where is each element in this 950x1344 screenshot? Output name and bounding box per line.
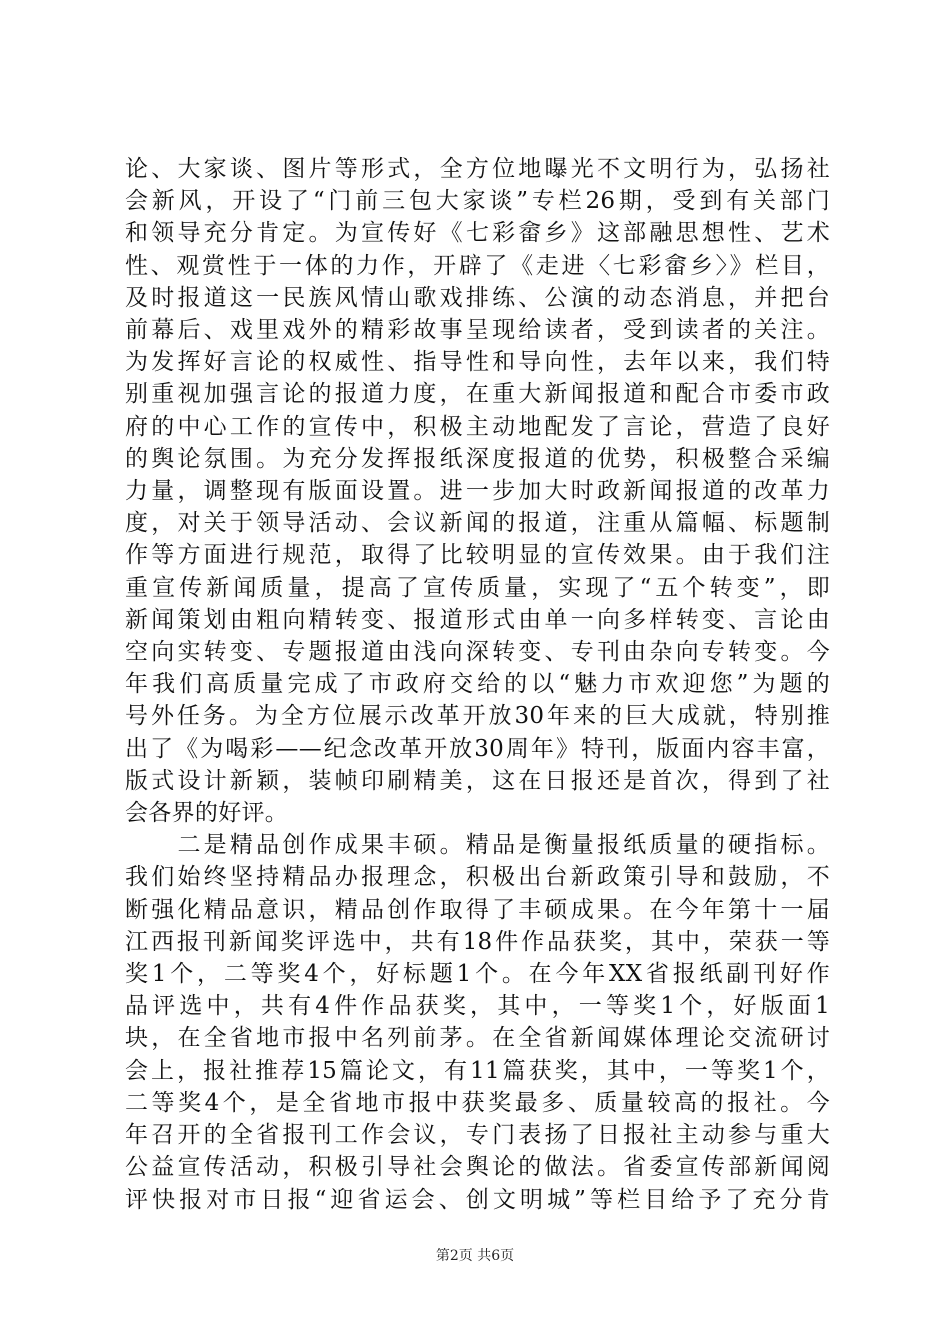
text-line: 我们始终坚持精品办报理念，积极出台新政策引导和鼓励，不	[125, 864, 830, 891]
text-line: 及时报道这一民族风情山歌戏排练、公演的动态消息，并把台	[125, 284, 830, 311]
text-line: 空向实转变、专题报道由浅向深转变、专刊由杂向专转变。今	[125, 639, 830, 666]
text-line: 版式设计新颖，装帧印刷精美，这在日报还是首次，得到了社	[125, 767, 830, 794]
text-line: 府的中心工作的宣传中，积极主动地配发了言论，营造了良好	[125, 413, 830, 440]
text-line: 号外任务。为全方位展示改革开放30年来的巨大成就，特别推	[125, 703, 830, 730]
text-line: 作等方面进行规范，取得了比较明显的宣传效果。由于我们注	[125, 542, 830, 569]
text-line: 新闻策划由粗向精转变、报道形式由单一向多样转变、言论由	[125, 606, 830, 633]
text-line: 出了《为喝彩——纪念改革开放30周年》特刊，版面内容丰富，	[125, 735, 830, 762]
text-line: 块，在全省地市报中名列前茅。在全省新闻媒体理论交流研讨	[125, 1025, 830, 1052]
text-line: 评快报对市日报“迎省运会、创文明城”等栏目给予了充分肯	[125, 1186, 830, 1213]
text-line: 年我们高质量完成了市政府交给的以“魅力市欢迎您”为题的	[125, 671, 830, 698]
text-line: 和领导充分肯定。为宣传好《七彩畲乡》这部融思想性、艺术	[125, 220, 830, 247]
text-line: 年召开的全省报刊工作会议，专门表扬了日报社主动参与重大	[125, 1122, 830, 1149]
text-line: 会上，报社推荐15篇论文，有11篇获奖，其中，一等奖1个，	[125, 1057, 830, 1084]
text-line: 江西报刊新闻奖评选中，共有18件作品获奖，其中，荣获一等	[125, 928, 830, 955]
text-line: 性、观赏性于一体的力作，开辟了《走进〈七彩畲乡〉》栏目，	[125, 252, 830, 279]
body-text	[125, 153, 830, 1216]
text-line: 力量，调整现有版面设置。进一步加大时政新闻报道的改革力	[125, 478, 830, 505]
text-line: 二等奖4个，是全省地市报中获奖最多、质量较高的报社。今	[125, 1089, 830, 1116]
text-line: 重宣传新闻质量，提高了宣传质量，实现了“五个转变”，即	[125, 574, 830, 601]
page-number-footer: 第2页 共6页	[435, 1248, 515, 1264]
text-line: 别重视加强言论的报道力度，在重大新闻报道和配合市委市政	[125, 381, 830, 408]
text-line: 会各界的好评。	[125, 800, 289, 827]
text-line: 的舆论氛围。为充分发挥报纸深度报道的优势，积极整合采编	[125, 445, 830, 472]
text-line: 前幕后、戏里戏外的精彩故事呈现给读者，受到读者的关注。	[125, 317, 830, 344]
text-line: 会新风，开设了“门前三包大家谈”专栏26期，受到有关部门	[125, 188, 830, 215]
text-line: 公益宣传活动，积极引导社会舆论的做法。省委宣传部新闻阅	[125, 1154, 830, 1181]
text-line: 奖1个，二等奖4个，好标题1个。在今年XX省报纸副刊好作	[125, 961, 830, 988]
text-line: 论、大家谈、图片等形式，全方位地曝光不文明行为，弘扬社	[125, 156, 830, 182]
text-line: 品评选中，共有4件作品获奖，其中，一等奖1个，好版面1	[125, 993, 830, 1020]
text-line: 度，对关于领导活动、会议新闻的报道，注重从篇幅、标题制	[125, 510, 830, 537]
text-line: 为发挥好言论的权威性、指导性和导向性，去年以来，我们特	[125, 349, 830, 376]
text-line: 断强化精品意识，精品创作取得了丰硕成果。在今年第十一届	[125, 896, 830, 923]
text-line: 二是精品创作成果丰硕。精品是衡量报纸质量的硬指标。	[125, 832, 830, 859]
